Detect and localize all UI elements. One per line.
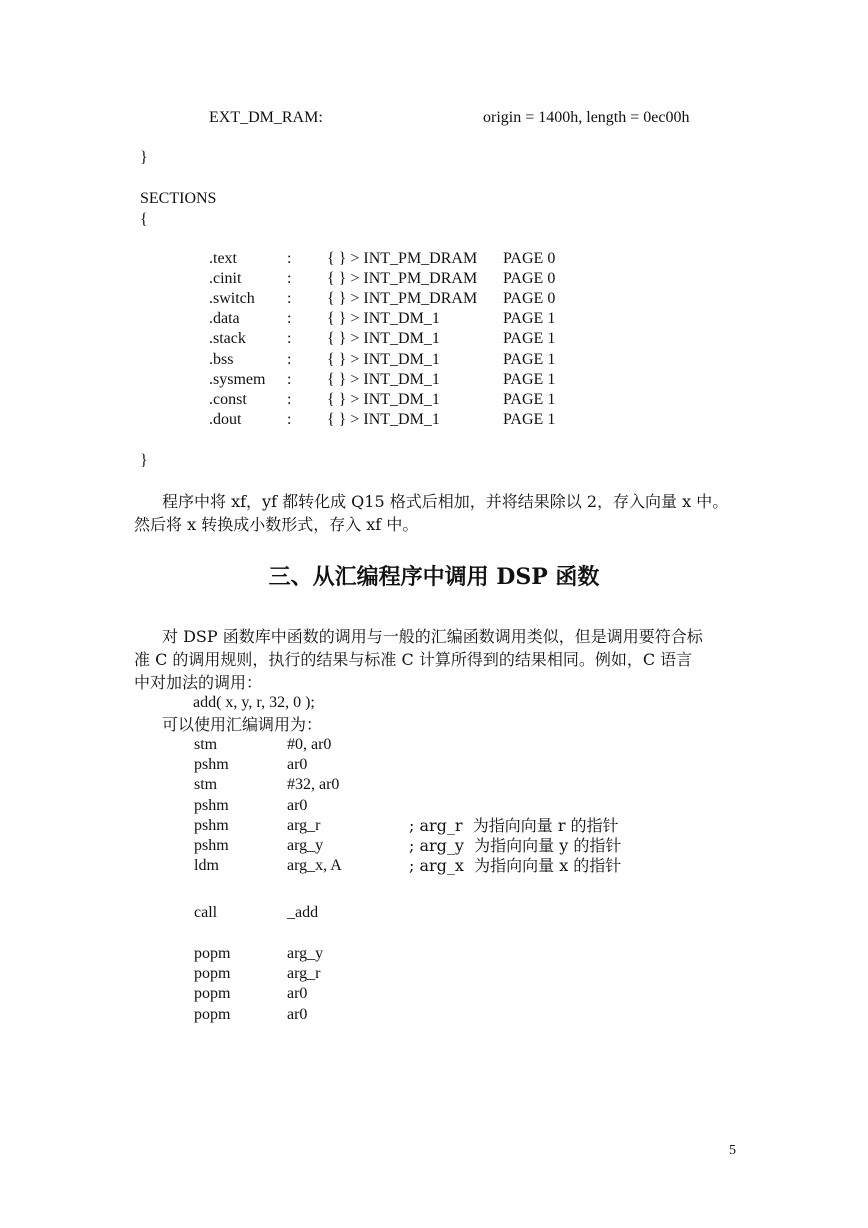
- closing-brace: }: [140, 452, 148, 469]
- memory-name: EXT_DM_RAM:: [209, 109, 323, 126]
- section-name: .sysmem: [209, 370, 266, 388]
- asm-intro: 可以使用汇编调用为：: [162, 715, 323, 734]
- section-target: { } > INT_PM_DRAM: [327, 270, 478, 288]
- section-colon: :: [287, 250, 292, 267]
- section-target: { } > INT_DM_1: [327, 390, 440, 408]
- c-call-code: add( x, y, r, 32, 0 );: [193, 694, 315, 711]
- section-heading: 三、从汇编程序中调用 DSP 函数: [268, 564, 600, 590]
- asm-operand: arg_r: [287, 816, 321, 834]
- asm-opcode: pshm: [194, 816, 229, 834]
- asm-operand: _add: [287, 904, 319, 921]
- asm-opcode: popm: [194, 1005, 231, 1023]
- paragraph-line: 中对加法的调用：: [134, 673, 263, 692]
- asm-opcode: pshm: [194, 756, 229, 774]
- section-page: PAGE 1: [503, 310, 556, 328]
- paragraph-line: 然后将 x 转换成小数形式，存入 xf 中。: [134, 515, 419, 534]
- section-page: PAGE 1: [503, 410, 556, 428]
- section-page: PAGE 1: [503, 370, 556, 388]
- section-page: PAGE 0: [503, 290, 556, 308]
- section-colon: :: [287, 310, 292, 328]
- section-page: PAGE 0: [503, 250, 556, 267]
- section-colon: :: [287, 390, 292, 408]
- section-name: .text: [209, 250, 237, 267]
- memory-value: origin = 1400h, length = 0ec00h: [483, 109, 690, 126]
- section-name: .const: [209, 390, 247, 408]
- asm-operand: ar0: [287, 985, 308, 1003]
- paragraph-line: 程序中将 xf，yf 都转化成 Q15 格式后相加，并将结果除以 2，存入向量 x 中。: [162, 492, 729, 511]
- asm-operand: ar0: [287, 756, 308, 774]
- asm-operand: #32, ar0: [287, 776, 340, 794]
- asm-opcode: pshm: [194, 796, 229, 814]
- section-colon: :: [287, 330, 292, 348]
- section-name: .switch: [209, 290, 255, 308]
- asm-opcode: popm: [194, 965, 231, 983]
- asm-operand: arg_y: [287, 945, 324, 962]
- asm-opcode: popm: [194, 945, 231, 962]
- section-colon: :: [287, 370, 292, 388]
- section-page: PAGE 1: [503, 330, 556, 348]
- section-target: { } > INT_PM_DRAM: [327, 250, 478, 267]
- section-name: .data: [209, 310, 240, 328]
- asm-operand: #0, ar0: [287, 736, 332, 753]
- asm-opcode: call: [194, 904, 218, 921]
- section-colon: :: [287, 350, 292, 368]
- page-number: 5: [729, 1143, 736, 1158]
- asm-operand: ar0: [287, 796, 308, 814]
- asm-operand: arg_y: [287, 837, 324, 854]
- asm-opcode: ldm: [194, 857, 219, 875]
- section-page: PAGE 0: [503, 270, 556, 288]
- asm-comment: ; arg_y 为指向向量 y 的指针: [409, 836, 622, 855]
- section-name: .bss: [209, 350, 234, 368]
- section-colon: :: [287, 290, 292, 308]
- section-page: PAGE 1: [503, 390, 556, 408]
- paragraph-line: 准 C 的调用规则，执行的结果与标准 C 计算所得到的结果相同。例如，C 语言: [134, 650, 693, 669]
- section-name: .dout: [209, 410, 242, 428]
- section-target: { } > INT_DM_1: [327, 410, 440, 428]
- closing-brace: }: [140, 149, 148, 166]
- section-name: .cinit: [209, 270, 242, 288]
- asm-comment: ; arg_x 为指向向量 x 的指针: [409, 856, 622, 876]
- section-target: { } > INT_DM_1: [327, 310, 440, 328]
- section-target: { } > INT_PM_DRAM: [327, 290, 478, 308]
- asm-opcode: popm: [194, 985, 231, 1003]
- section-colon: :: [287, 410, 292, 428]
- asm-operand: arg_x, A: [287, 857, 342, 875]
- asm-opcode: pshm: [194, 837, 229, 854]
- asm-comment: ; arg_r 为指向向量 r 的指针: [409, 815, 619, 835]
- opening-brace: {: [140, 211, 148, 228]
- section-colon: :: [287, 270, 292, 288]
- asm-opcode: stm: [194, 776, 218, 794]
- asm-operand: ar0: [287, 1005, 308, 1023]
- section-target: { } > INT_DM_1: [327, 370, 440, 388]
- section-page: PAGE 1: [503, 350, 556, 368]
- asm-opcode: stm: [194, 736, 218, 753]
- section-name: .stack: [209, 330, 246, 348]
- section-target: { } > INT_DM_1: [327, 350, 440, 368]
- sections-keyword: SECTIONS: [140, 190, 217, 207]
- asm-operand: arg_r: [287, 965, 321, 983]
- section-target: { } > INT_DM_1: [327, 330, 440, 348]
- paragraph-line: 对 DSP 函数库中函数的调用与一般的汇编函数调用类似，但是调用要符合标: [162, 627, 703, 646]
